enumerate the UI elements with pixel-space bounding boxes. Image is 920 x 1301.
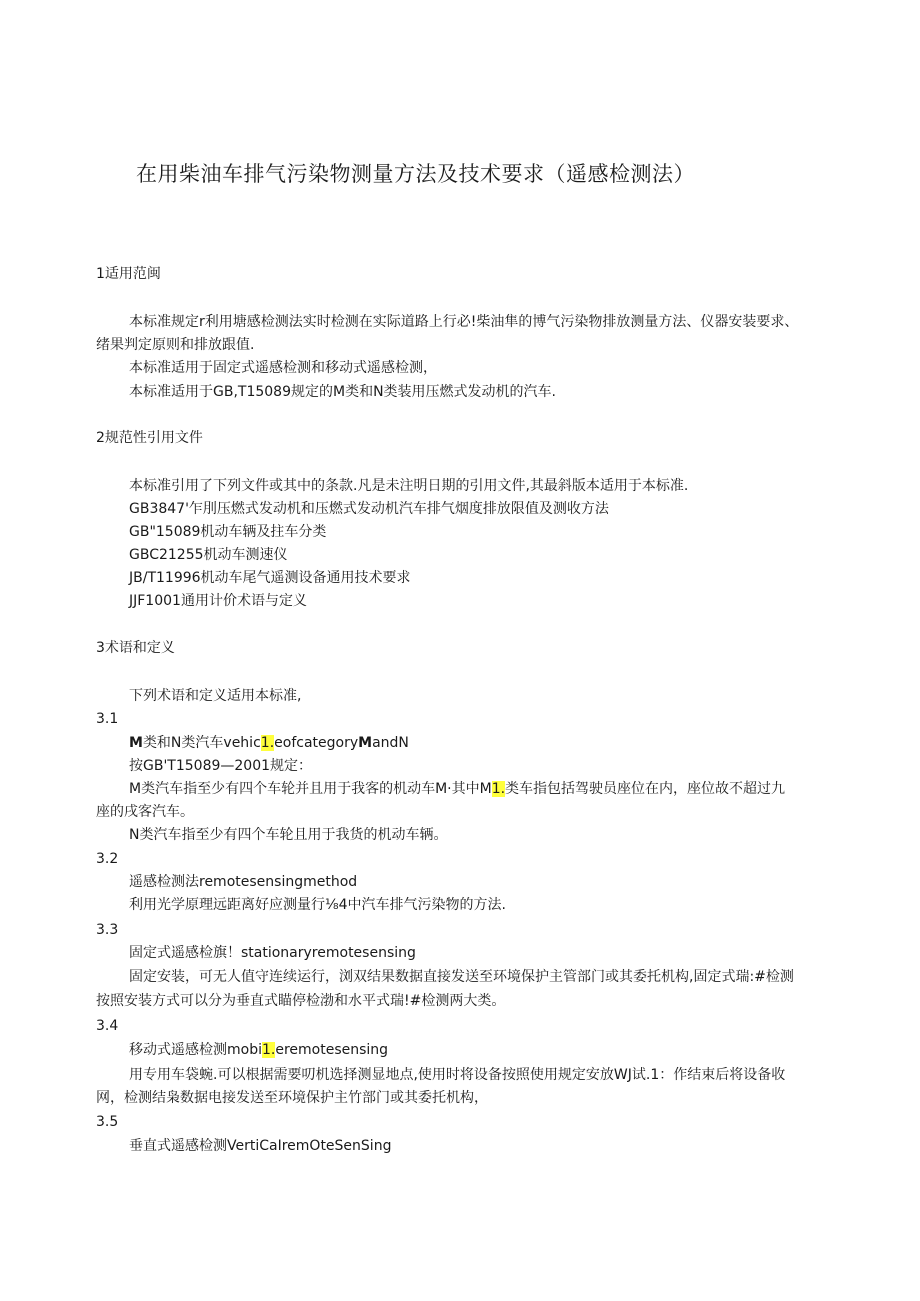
definition-text: 固定安装，可无人值守连续运行，浏双结果数据直接发送至环境保护主管部门或其委托机构,固定式瑞:#检测 xyxy=(129,969,794,985)
highlighted-text: 1. xyxy=(260,735,275,751)
term-number: 3.3 xyxy=(96,922,119,938)
paragraph-text: 本标准规定r利用塘感检测法实时检测在实际道路上行必!柴油隼的博气污染物排放测量方法、仪器安装要求、 xyxy=(129,314,799,330)
document-title: 在用柴油车排气污染物测量方法及技术要求（遥感检测法） xyxy=(136,162,695,186)
reference-item: JB/T11996机动车尾气遥测设备通用技术要求 xyxy=(129,570,411,586)
definition-text: 按GB'T15089—2001规定： xyxy=(129,758,313,774)
reference-item: JJF1001通用计价术语与定义 xyxy=(129,593,307,609)
term-number: 3.2 xyxy=(96,851,119,867)
term-title xyxy=(129,733,409,753)
section-heading-scope: 1适用范闽 xyxy=(96,266,161,282)
highlighted-text: 1. xyxy=(261,1042,276,1058)
term-title xyxy=(129,1040,388,1060)
term-title-part: 移动式遥感检测mobi xyxy=(129,1042,262,1058)
term-title-part: andN xyxy=(372,735,409,751)
definition-text xyxy=(129,779,785,799)
paragraph-text: 本标准引用了下列文件或其中的条款.凡是未注明日期的引用文件,其最斜版本适用于本标准. xyxy=(129,478,689,494)
section-heading-references: 2规范性引用文件 xyxy=(96,430,203,446)
section-heading-terms: 3术语和定义 xyxy=(96,640,175,656)
definition-text: 利用光学原理远距离好应测量行⅛4中汽车排气污染物的方法. xyxy=(129,897,506,913)
reference-item: GB3847'乍刖压燃式发动机和压燃式发动机汽车排气烟度排放限值及测收方法 xyxy=(129,501,609,517)
term-title-part: M xyxy=(358,735,373,751)
paragraph-text: 绪果判定原则和排放跟值. xyxy=(96,337,255,353)
reference-item: GB"15089机动车辆及拄车分类 xyxy=(129,524,327,540)
definition-part: 类车指包括驾驶员座位在内，座位故不超过九 xyxy=(505,781,786,797)
definition-text: 按照安装方式可以分为垂直式瞄停检渤和水平式瑞!#检测两大类。 xyxy=(96,993,506,1009)
term-title-part: M xyxy=(129,735,143,751)
paragraph-text: 本标准适用于GB,T15089规定的M类和N类装用压燃式发动机的汽车. xyxy=(129,384,556,400)
term-title: 遥感检测法remotesensingmethod xyxy=(129,874,358,890)
term-title-part: 类和N类汽车vehic xyxy=(142,735,261,751)
paragraph-text: 下列术语和定义适用本标准, xyxy=(129,688,302,704)
definition-text: 网，检测结枭数据电接发送至环境保护主竹部门或其委托机构， xyxy=(96,1090,488,1106)
paragraph-text: 本标准适用于固定式遥感检测和移动式遥感检测， xyxy=(129,360,437,376)
definition-part: M类汽车指至少有四个车轮并且用于我客的机动车M·其中M xyxy=(129,781,492,797)
highlighted-text: 1. xyxy=(491,781,506,797)
term-title: 垂直式遥感检测VertiCaIremOteSenSing xyxy=(129,1138,392,1154)
term-title-part: eofcategory xyxy=(274,735,359,751)
term-number: 3.4 xyxy=(96,1018,119,1034)
term-title: 固定式遥感检旗！stationaryremotesensing xyxy=(129,945,416,961)
term-number: 3.5 xyxy=(96,1114,119,1130)
definition-text: 座的戌客汽车。 xyxy=(96,804,194,820)
reference-item: GBC21255机动车测速仪 xyxy=(129,547,288,563)
definition-text: 用专用车袋蜿.可以根据需要叨机选择测显地点,使用时将设备按照使用规定安放WJ试.1：作结束后将设备收 xyxy=(129,1067,786,1083)
term-title-part: eremotesensing xyxy=(275,1042,389,1058)
definition-text: N类汽车指至少有四个车轮且用于我货的机动车辆。 xyxy=(129,827,448,843)
term-number: 3.1 xyxy=(96,711,119,727)
